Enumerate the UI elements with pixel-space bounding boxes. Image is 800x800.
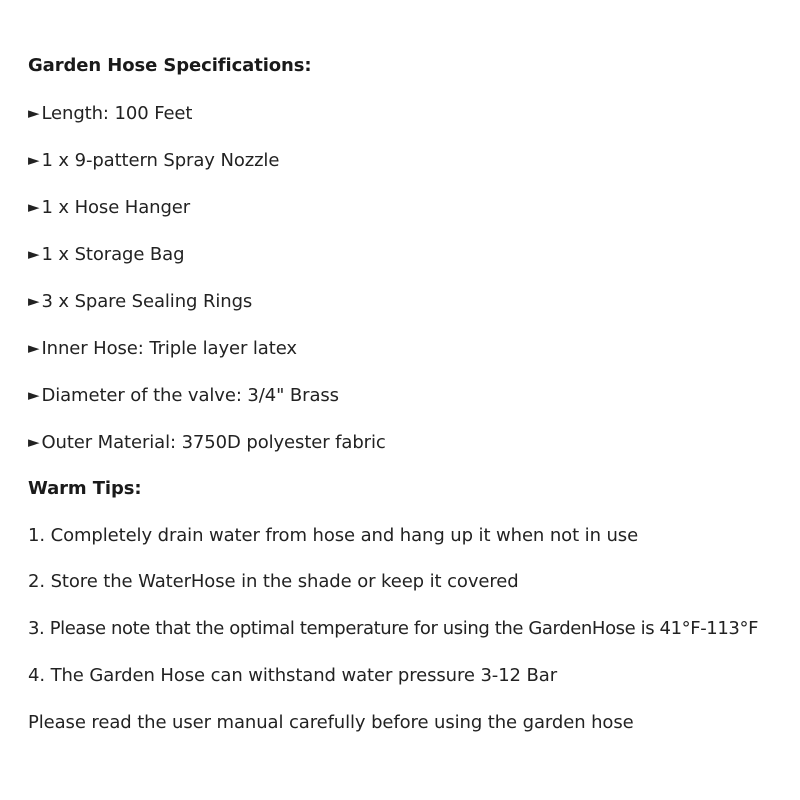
tips-heading: Warm Tips: [28,478,142,499]
spec-item-text: Inner Hose: Triple layer latex [41,338,297,359]
tip-item: 2. Store the WaterHose in the shade or keep it covered [28,571,519,592]
spec-item [28,431,386,454]
bullet-arrow-icon: ► [28,198,40,216]
bullet-arrow-icon: ► [28,386,40,404]
spec-item [28,337,297,360]
bullet-arrow-icon: ► [28,433,40,451]
spec-item-text: 3 x Spare Sealing Rings [41,291,253,312]
spec-item [28,384,339,407]
bullet-arrow-icon: ► [28,339,40,357]
footer-note: Please read the user manual carefully before using the garden hose [28,712,634,733]
bullet-arrow-icon: ► [28,151,40,169]
spec-item [28,149,279,172]
specs-heading: Garden Hose Specifications: [28,55,312,76]
spec-item [28,102,192,125]
spec-item [28,290,252,313]
spec-item-text: Length: 100 Feet [41,103,193,124]
spec-item-text: 1 x Hose Hanger [41,197,191,218]
spec-item [28,196,190,219]
tip-item: 3. Please note that the optimal temperature for using the GardenHose is 41°F-113°F [28,618,759,639]
tip-item: 1. Completely drain water from hose and hang up it when not in use [28,525,639,546]
spec-item-text: 1 x 9-pattern Spray Nozzle [41,150,280,171]
spec-item-text: Diameter of the valve: 3/4" Brass [41,385,339,406]
spec-item-text: Outer Material: 3750D polyester fabric [41,432,386,453]
tip-item: 4. The Garden Hose can withstand water pressure 3-12 Bar [28,665,558,686]
bullet-arrow-icon: ► [28,245,40,263]
bullet-arrow-icon: ► [28,104,40,122]
spec-item-text: 1 x Storage Bag [41,244,185,265]
spec-item [28,243,184,266]
bullet-arrow-icon: ► [28,292,40,310]
